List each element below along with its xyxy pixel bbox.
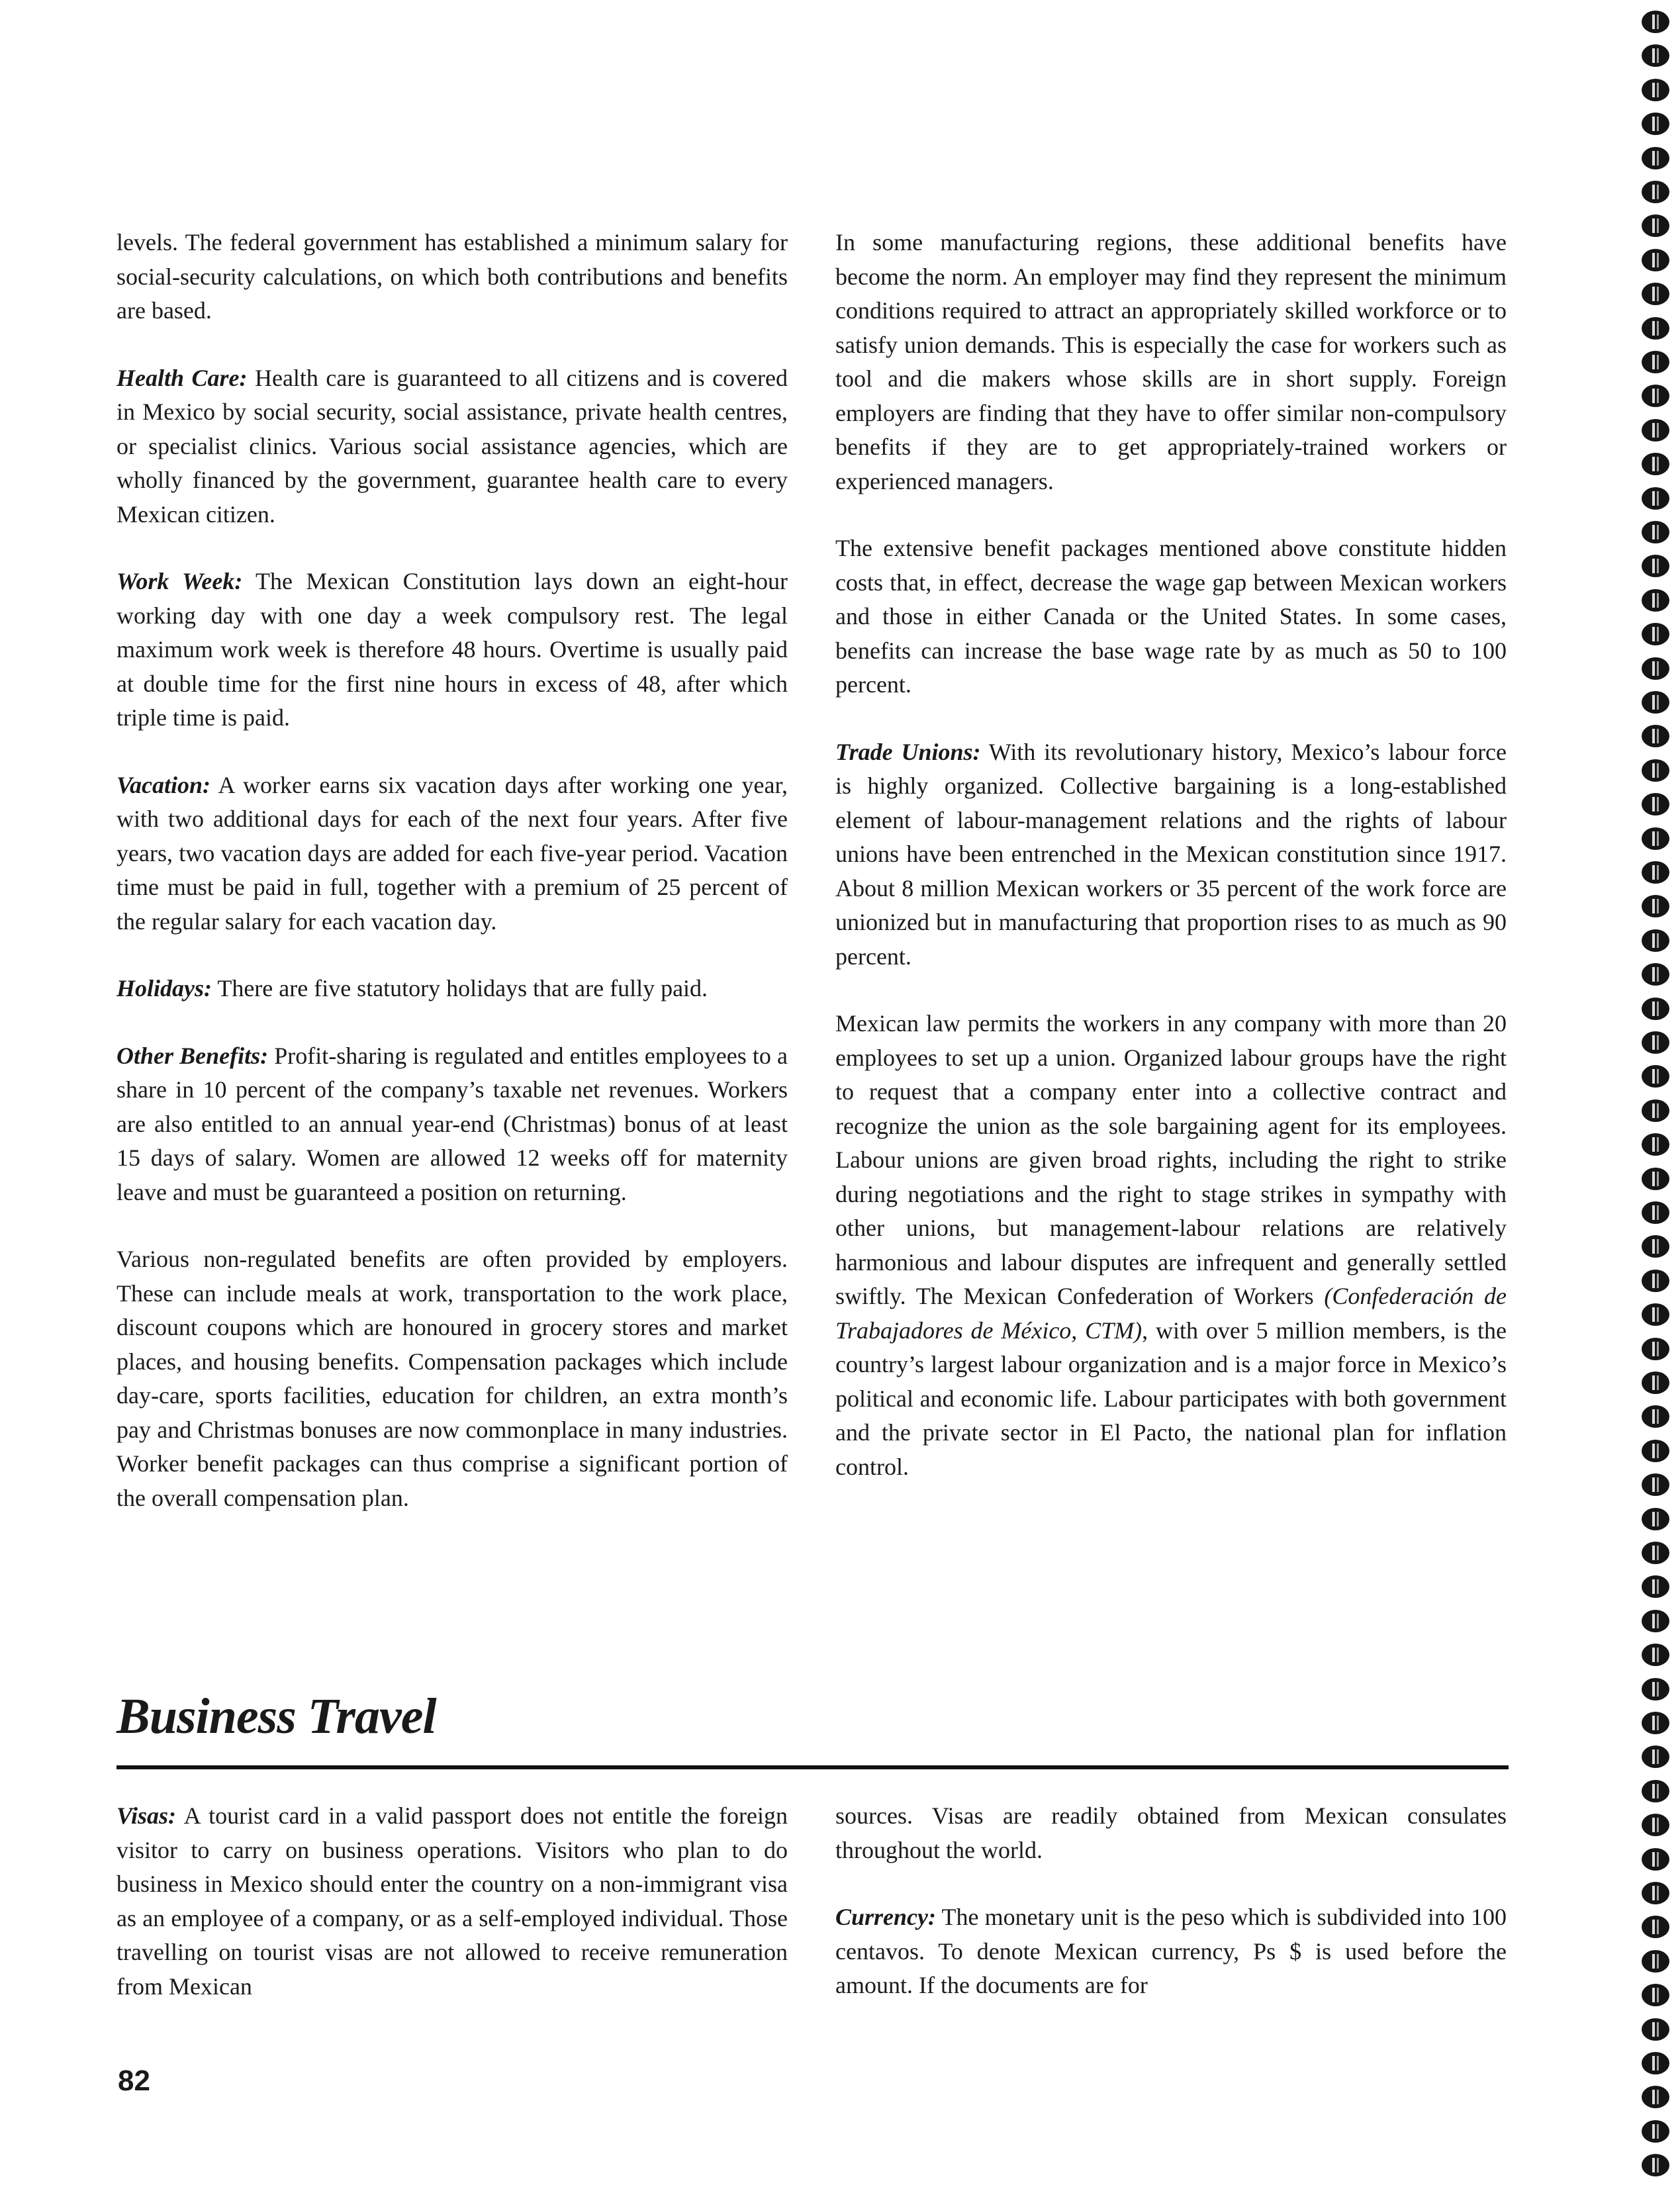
binding-hole (1642, 963, 1669, 986)
binding-hole (1642, 2120, 1669, 2143)
binding-hole (1642, 1201, 1669, 1224)
binding-hole (1642, 1099, 1669, 1122)
vacation-heading: Vacation: (117, 771, 211, 798)
binding-hole (1642, 1405, 1669, 1428)
paragraph-health-care: Health Care: Health care is guaranteed to all citizens and is covered in Mexico by social security, social assistance, private health centres, or specialist clinics. Various social assistance agencies, which are wholly financed by the government, guarantee health care to every Mexican citizen. (117, 364, 788, 528)
binding-hole (1642, 1270, 1669, 1292)
paragraph-currency: Currency: The monetary unit is the peso which is subdivided into 100 centavos. To denote Mexican currency, Ps $ is used before the amount. If the documents are for (835, 1904, 1507, 1998)
binding-hole (1642, 929, 1669, 952)
binding-hole (1642, 11, 1669, 33)
binding-hole (1642, 2018, 1669, 2041)
binding-hole (1642, 147, 1669, 169)
binding-hole (1642, 555, 1669, 577)
binding-hole (1642, 657, 1669, 680)
binding-hole (1642, 1168, 1669, 1190)
trade-unions-heading: Trade Unions: (835, 738, 981, 765)
binding-hole (1642, 385, 1669, 407)
binding-hole (1642, 827, 1669, 850)
binding-hole (1642, 1984, 1669, 2006)
paragraph-vacation: Vacation: A worker earns six vacation days after working one year, with two additional days for each of the next four years. After five years, two vacation days are added for each five-year period. Vacation time must be paid in full, together with a premium of 25 percent of the regular salary for each vacation day. (117, 771, 788, 935)
binding-hole (1642, 1133, 1669, 1156)
visas-heading: Visas: (117, 1802, 177, 1829)
binding-hole (1642, 725, 1669, 747)
spiral-binding (1638, 7, 1675, 2184)
binding-hole (1642, 1065, 1669, 1088)
section-divider (117, 1765, 1509, 1769)
binding-hole (1642, 2052, 1669, 2074)
binding-hole (1642, 79, 1669, 101)
ctm-name: (Confederación de Trabajadores de México, CTM) (835, 1283, 1507, 1344)
binding-hole (1642, 1780, 1669, 1802)
binding-hole (1642, 1644, 1669, 1666)
binding-hole (1642, 1508, 1669, 1530)
binding-hole (1642, 1848, 1669, 1871)
binding-hole (1642, 1814, 1669, 1836)
paragraph-levels: levels. The federal government has established a minimum salary for social-security calculations, on which both contributions and benefits are based. (117, 229, 788, 324)
binding-hole (1642, 589, 1669, 612)
paragraph-visas: Visas: A tourist card in a valid passport does not entitle the foreign visitor to carry on business operations. Visitors who plan to do business in Mexico should enter the country on a non-immigrant visa as an employee of a company, or as a self-employed individual. Those travelling on tourist visas are not allowed to receive remuneration from Mexican (117, 1802, 788, 2000)
binding-hole (1642, 895, 1669, 917)
binding-hole (1642, 351, 1669, 373)
currency-heading: Currency: (835, 1904, 936, 1930)
page-number: 82 (118, 2065, 150, 2097)
binding-hole (1642, 1575, 1669, 1598)
binding-hole (1642, 1542, 1669, 1564)
binding-hole (1642, 1882, 1669, 1904)
binding-hole (1642, 453, 1669, 475)
binding-hole (1642, 2086, 1669, 2108)
binding-hole (1642, 998, 1669, 1020)
binding-hole (1642, 521, 1669, 543)
section-title: Business Travel (117, 1689, 436, 1744)
binding-hole (1642, 1712, 1669, 1734)
binding-hole (1642, 861, 1669, 884)
work-week-heading: Work Week: (117, 568, 243, 594)
paragraph-other-benefits: Other Benefits: Profit-sharing is regulated and entitles employees to a share in 10 percent of the company’s taxable net revenues. Workers are also entitled to an annual year-end (Christmas) bonus of at least 15 days of salary. Women are allowed 12 weeks off for maternity leave and must be guaranteed a position on returning. (117, 1042, 788, 1205)
binding-hole (1642, 2154, 1669, 2176)
paragraph-trade-unions: Trade Unions: With its revolutionary history, Mexico’s labour force is highly organized. Collective bargaining is a long-established element of labour-management relations and the rights of labour unions have been entrenched in the Mexican constitution since 1917. About 8 million Mexican workers or 35 percent of the work force are unionized but in manufacturing that proportion rises to as much as 90 percent. (835, 738, 1507, 970)
binding-hole (1642, 1473, 1669, 1496)
binding-hole (1642, 1440, 1669, 1462)
right-column (835, 226, 1507, 1517)
binding-hole (1642, 793, 1669, 815)
binding-hole (1642, 623, 1669, 645)
binding-hole (1642, 759, 1669, 782)
health-care-heading: Health Care: (117, 364, 248, 391)
binding-hole (1642, 214, 1669, 237)
binding-hole (1642, 1303, 1669, 1326)
binding-hole (1642, 487, 1669, 510)
binding-hole (1642, 1950, 1669, 1973)
binding-hole (1642, 1338, 1669, 1360)
bottom-right-column (835, 1799, 1507, 2036)
binding-hole (1642, 317, 1669, 340)
binding-hole (1642, 249, 1669, 271)
binding-hole (1642, 691, 1669, 714)
binding-hole (1642, 113, 1669, 135)
paragraph-work-week: Work Week: The Mexican Constitution lays down an eight-hour working day with one day a week compulsory rest. The legal maximum work week is therefore 48 hours. Overtime is usually paid at double time for the first nine hours in excess of 48, after which triple time is paid. (117, 568, 788, 731)
binding-hole (1642, 1235, 1669, 1258)
binding-hole (1642, 1372, 1669, 1394)
paragraph-manufacturing-regions: In some manufacturing regions, these additional benefits have become the norm. An employer may find they represent the minimum conditions required to attract an appropriately skilled workforce or to satisfy union demands. This is especially the case for workers such as tool and die makers whose skills are in short supply. Foreign employers are finding that they have to offer similar non-compulsory benefits if they are to get appropriately-trained workers or experienced managers. (835, 229, 1507, 494)
paragraph-holidays: Holidays: There are five statutory holidays that are fully paid. (117, 975, 708, 1001)
holidays-heading: Holidays: (117, 975, 212, 1001)
binding-hole (1642, 181, 1669, 203)
binding-hole (1642, 1610, 1669, 1632)
paragraph-visas-continued: sources. Visas are readily obtained from Mexican consulates throughout the world. (835, 1802, 1507, 1863)
binding-hole (1642, 1678, 1669, 1700)
paragraph-hidden-costs: The extensive benefit packages mentioned above constitute hidden costs that, in effect, decrease the wage gap between Mexican workers and those in either Canada or the United States. In some cases, benefits can increase the base wage rate by as much as 50 to 100 percent. (835, 535, 1507, 698)
binding-hole (1642, 1745, 1669, 1768)
binding-hole (1642, 283, 1669, 305)
left-column (117, 226, 788, 1548)
binding-hole (1642, 44, 1669, 67)
other-benefits-heading: Other Benefits: (117, 1042, 269, 1069)
paragraph-non-regulated-benefits: Various non-regulated benefits are often provided by employers. These can include meals at work, transportation to the work place, discount coupons which are honoured in grocery stores and market places, and housing benefits. Compensation packages which include day-care, sports facilities, education for children, an extra month’s pay and Christmas bonuses are now commonplace in many industries. Worker benefit packages can thus comprise a significant portion of the overall compensation plan. (117, 1246, 788, 1511)
paragraph-mexican-law: Mexican law permits the workers in any company with more than 20 employees to set up a union. Organized labour groups have the right to request that a company enter into a collective contract and recognize the union as the sole bargaining agent for its employees. Labour unions are given broad rights, including the right to strike during negotiations and the right to stage strikes in sympathy with other unions, but management-labour relations are relatively harmonious and labour disputes are infrequent and generally settled swiftly. The Mexican Confederation of Workers (Confederación de Trabajadores de México, CTM), with over 5 million members, is the country’s largest labour organization and is a major force in Mexico’s political and economic life. Labour participates with both government and the private sector in El Pacto, the national plan for inflation control. (835, 1010, 1507, 1480)
binding-hole (1642, 1031, 1669, 1054)
bottom-left-column (117, 1799, 788, 2037)
binding-hole (1642, 419, 1669, 442)
binding-hole (1642, 1916, 1669, 1938)
